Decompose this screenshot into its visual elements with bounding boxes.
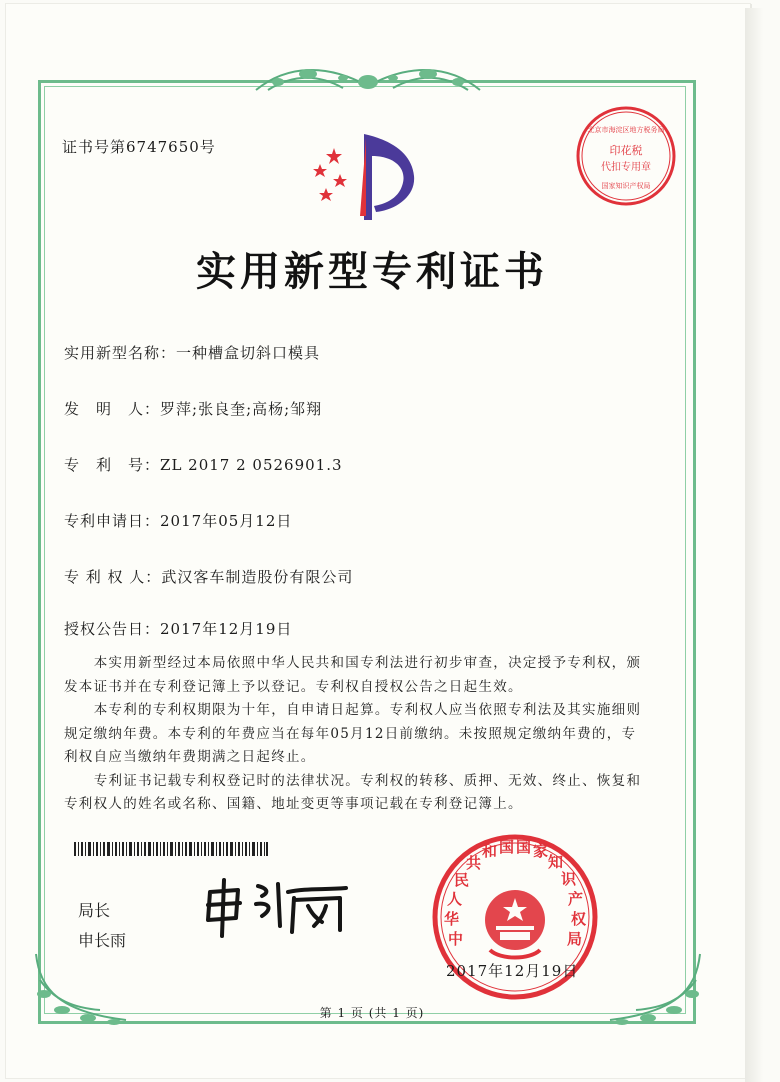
page-title: 实用新型专利证书 xyxy=(196,248,548,295)
field-patentee xyxy=(64,566,353,587)
certificate-body xyxy=(64,652,644,817)
field-value: 罗萍;张良奎;高杨;邹翔 xyxy=(160,400,323,418)
svg-text:识: 识 xyxy=(561,870,577,888)
field-label: 发 明 人： xyxy=(64,400,161,418)
field-label: 专 利 权 人： xyxy=(64,568,162,586)
svg-text:知: 知 xyxy=(548,853,564,871)
field-label: 专利申请日： xyxy=(64,512,161,530)
tax-stamp-icon xyxy=(574,104,678,208)
svg-text:印花税: 印花税 xyxy=(609,144,643,157)
field-value: 武汉客车制造股份有限公司 xyxy=(161,568,354,586)
director-title: 局长 xyxy=(78,901,111,920)
body-paragraph: 本专利的专利权期限为十年，自申请日起算。专利权人应当依照专利法及其实施细则规定缴纳年费。本专利的年费应当在每年05月12日前缴纳。未按照规定缴纳年费的，专利权自应当缴纳年费期满之日起终止。 xyxy=(64,702,642,765)
svg-text:代扣专用章: 代扣专用章 xyxy=(601,162,651,173)
svg-text:人: 人 xyxy=(447,890,463,908)
signature-icon xyxy=(196,874,362,940)
page-indicator: 第 1 页 (共 1 页) xyxy=(319,1006,425,1020)
svg-text:民: 民 xyxy=(454,871,470,889)
field-application-date xyxy=(64,510,292,531)
svg-text:国: 国 xyxy=(516,838,532,856)
certificate-number: 证书号第6747650号 xyxy=(62,138,216,156)
svg-text:中: 中 xyxy=(448,930,464,948)
body-paragraph: 本实用新型经过本局依照中华人民共和国专利法进行初步审查，决定授予专利权，颁发本证书并在专利登记簿上予以登记。专利权自授权公告之日起生效。 xyxy=(64,655,642,695)
svg-text:家: 家 xyxy=(533,842,549,860)
field-utility-model-name xyxy=(64,342,320,363)
field-grant-date xyxy=(64,618,292,639)
field-label: 专 利 号： xyxy=(64,456,161,474)
svg-text:北京市海淀区地方税务局: 北京市海淀区地方税务局 xyxy=(587,126,665,134)
svg-text:权: 权 xyxy=(571,910,587,928)
barcode-icon xyxy=(74,842,268,856)
svg-text:产: 产 xyxy=(568,890,584,908)
svg-text:局: 局 xyxy=(567,930,583,948)
svg-text:国: 国 xyxy=(499,838,515,856)
field-value: ZL 2017 2 0526901.3 xyxy=(160,456,343,474)
field-value: 2017年12月19日 xyxy=(160,620,293,638)
patent-office-logo-icon xyxy=(304,126,424,226)
field-label: 授权公告日： xyxy=(64,620,161,638)
svg-text:和: 和 xyxy=(482,842,498,860)
body-paragraph: 专利证书记载专利权登记时的法律状况。专利权的转移、质押、无效、终止、恢复和专利权人的姓名或名称、国籍、地址变更等事项记载在专利登记簿上。 xyxy=(64,772,642,812)
field-value: 2017年05月12日 xyxy=(160,512,293,530)
svg-text:华: 华 xyxy=(444,910,460,928)
svg-text:共: 共 xyxy=(466,854,482,872)
director-name: 申长雨 xyxy=(78,931,127,950)
field-value: 一种槽盒切斜口模具 xyxy=(176,344,321,362)
field-patent-number xyxy=(64,454,343,475)
top-ornament-icon xyxy=(248,60,488,102)
page-edge xyxy=(745,8,763,1082)
svg-text:国家知识产权局: 国家知识产权局 xyxy=(601,182,651,190)
field-label: 实用新型名称： xyxy=(64,344,177,362)
issue-date: 2017年12月19日 xyxy=(446,962,579,980)
field-inventors xyxy=(64,398,322,419)
